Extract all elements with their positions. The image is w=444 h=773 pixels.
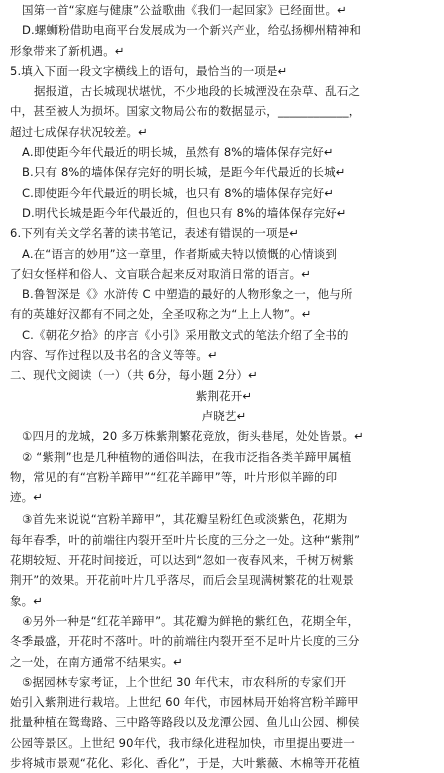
text-line: 冬季最盛，开花时不落叶。叶的前端往内裂开至不足叶片长度的三分 (10, 634, 360, 649)
text-line: 5.填入下面一段文字横线上的语句，最恰当的一项是↵ (10, 63, 288, 78)
text-line: 紫荆花开↵ (195, 388, 253, 403)
text-line: ② “紫荆”也是几种植物的通俗叫法，在我市泛指各类羊蹄甲属植 (22, 449, 352, 464)
text-line: D.螺蛳粉借助电商平台发展成为一个新兴产业，给弘扬柳州精神和 (22, 23, 362, 38)
text-line: A.即使距今年代最近的明长城，虽然有 8%的墙体保存完好↵ (22, 145, 334, 160)
text-line: 迹。↵ (10, 490, 44, 505)
text-line: 批量种植在鸳鸯路、三中路等路段以及龙潭公园、鱼儿山公园、柳侯 (10, 715, 360, 730)
text-line: A.在“语言的妙用”这一章里，作者斯威夫特以愤慨的心情谈到 (22, 246, 338, 261)
text-line: 中，甚至被人为损坏。国家文物局公布的数据显示，____________， (10, 104, 361, 119)
text-line: 6.下列有关文学名著的读书笔记，表述有错误的一项是↵ (10, 226, 300, 241)
text-line: C.《朝花夕拾》的序言《小引》采用散文式的笔法介绍了全书的 (22, 327, 349, 342)
text-line: 每年春季，叶的前端往内裂开至叶片长度的三分之一处。这种“紫荆” (10, 532, 361, 547)
text-line: C.即使距今年代最近的明长城，也只有 8%的墙体保存完好↵ (22, 185, 335, 200)
text-line: 国第一首“家庭与健康”公益歌曲《我们一起回家》已经面世。↵ (22, 3, 347, 17)
text-line: 形象带来了新机遇。↵ (10, 43, 125, 58)
text-line: 内容、写作过程以及书名的含义等等。↵ (10, 348, 218, 363)
text-line: 始引入紫荆进行栽培。上世纪 60 年代，市园林局开始将宫粉羊蹄甲 (10, 695, 359, 710)
text-line: 之一处，在南方通常不结果实。↵ (10, 654, 183, 669)
text-line: 据报道，古长城现状堪忧，不少地段的长城湮没在杂草、乱石之 (34, 84, 361, 99)
text-line: 物，常见的有“宫粉羊蹄甲”“红花羊蹄甲”等，叶片形似羊蹄的印 (10, 469, 338, 484)
text-line: 二、现代文阅读（一）（共 6分，每小题 2分）↵ (10, 368, 258, 383)
text-line: B.只有 8%的墙体保存完好的明长城，是距今年代最近的长城↵ (22, 165, 346, 180)
text-line: 荆开”的效果。开花前叶片几乎落尽，而后会呈现满树繁花的壮观景 (10, 573, 354, 588)
text-line: ④另外一种是“红花羊蹄甲”。其花瓣为鲜艳的紫红色，花期全年， (22, 613, 360, 628)
text-line: D.明代长城是距今年代最近的，但也只有 8%的墙体保存完好↵ (22, 205, 347, 220)
text-line: 超过七成保存状况较差。↵ (10, 124, 148, 139)
text-line: ①四月的龙城，20 多万株紫荆繁花竞放，街头巷尾，处处皆景。↵ (22, 429, 364, 444)
text-line: B.鲁智深是《》水浒传 C 中塑造的最好的人物形象之一，他与所 (22, 287, 353, 302)
text-line: ⑤据园林专家考证，上个世纪 30 年代末，市农科所的专家们开 (22, 674, 347, 689)
text-line: 步将城市景观“花化、彩化、香化”，于是，大叶紫薇、木棉等开花植 (10, 755, 361, 770)
text-line: 公园等景区。上世纪 90年代，我市绿化进程加快，市里提出要进一 (10, 735, 355, 750)
text-line: 花期较短、开花时间接近，可以达到“忽如一夜春风来，千树万树紫 (10, 553, 354, 568)
text-line: 象。↵ (10, 593, 44, 608)
text-line: 卢晓艺↵ (201, 408, 247, 423)
text-line: ③首先来说说“宫粉羊蹄甲”，其花瓣呈粉红色或淡紫色，花期为 (22, 512, 348, 527)
text-line: 有的英雄好汉都有不同之处，全圣叹称之为“上上人物”。↵ (10, 307, 312, 322)
text-line: 了妇女怪样和俗人、文盲联合起来反对取消日常的语言。↵ (10, 266, 312, 281)
